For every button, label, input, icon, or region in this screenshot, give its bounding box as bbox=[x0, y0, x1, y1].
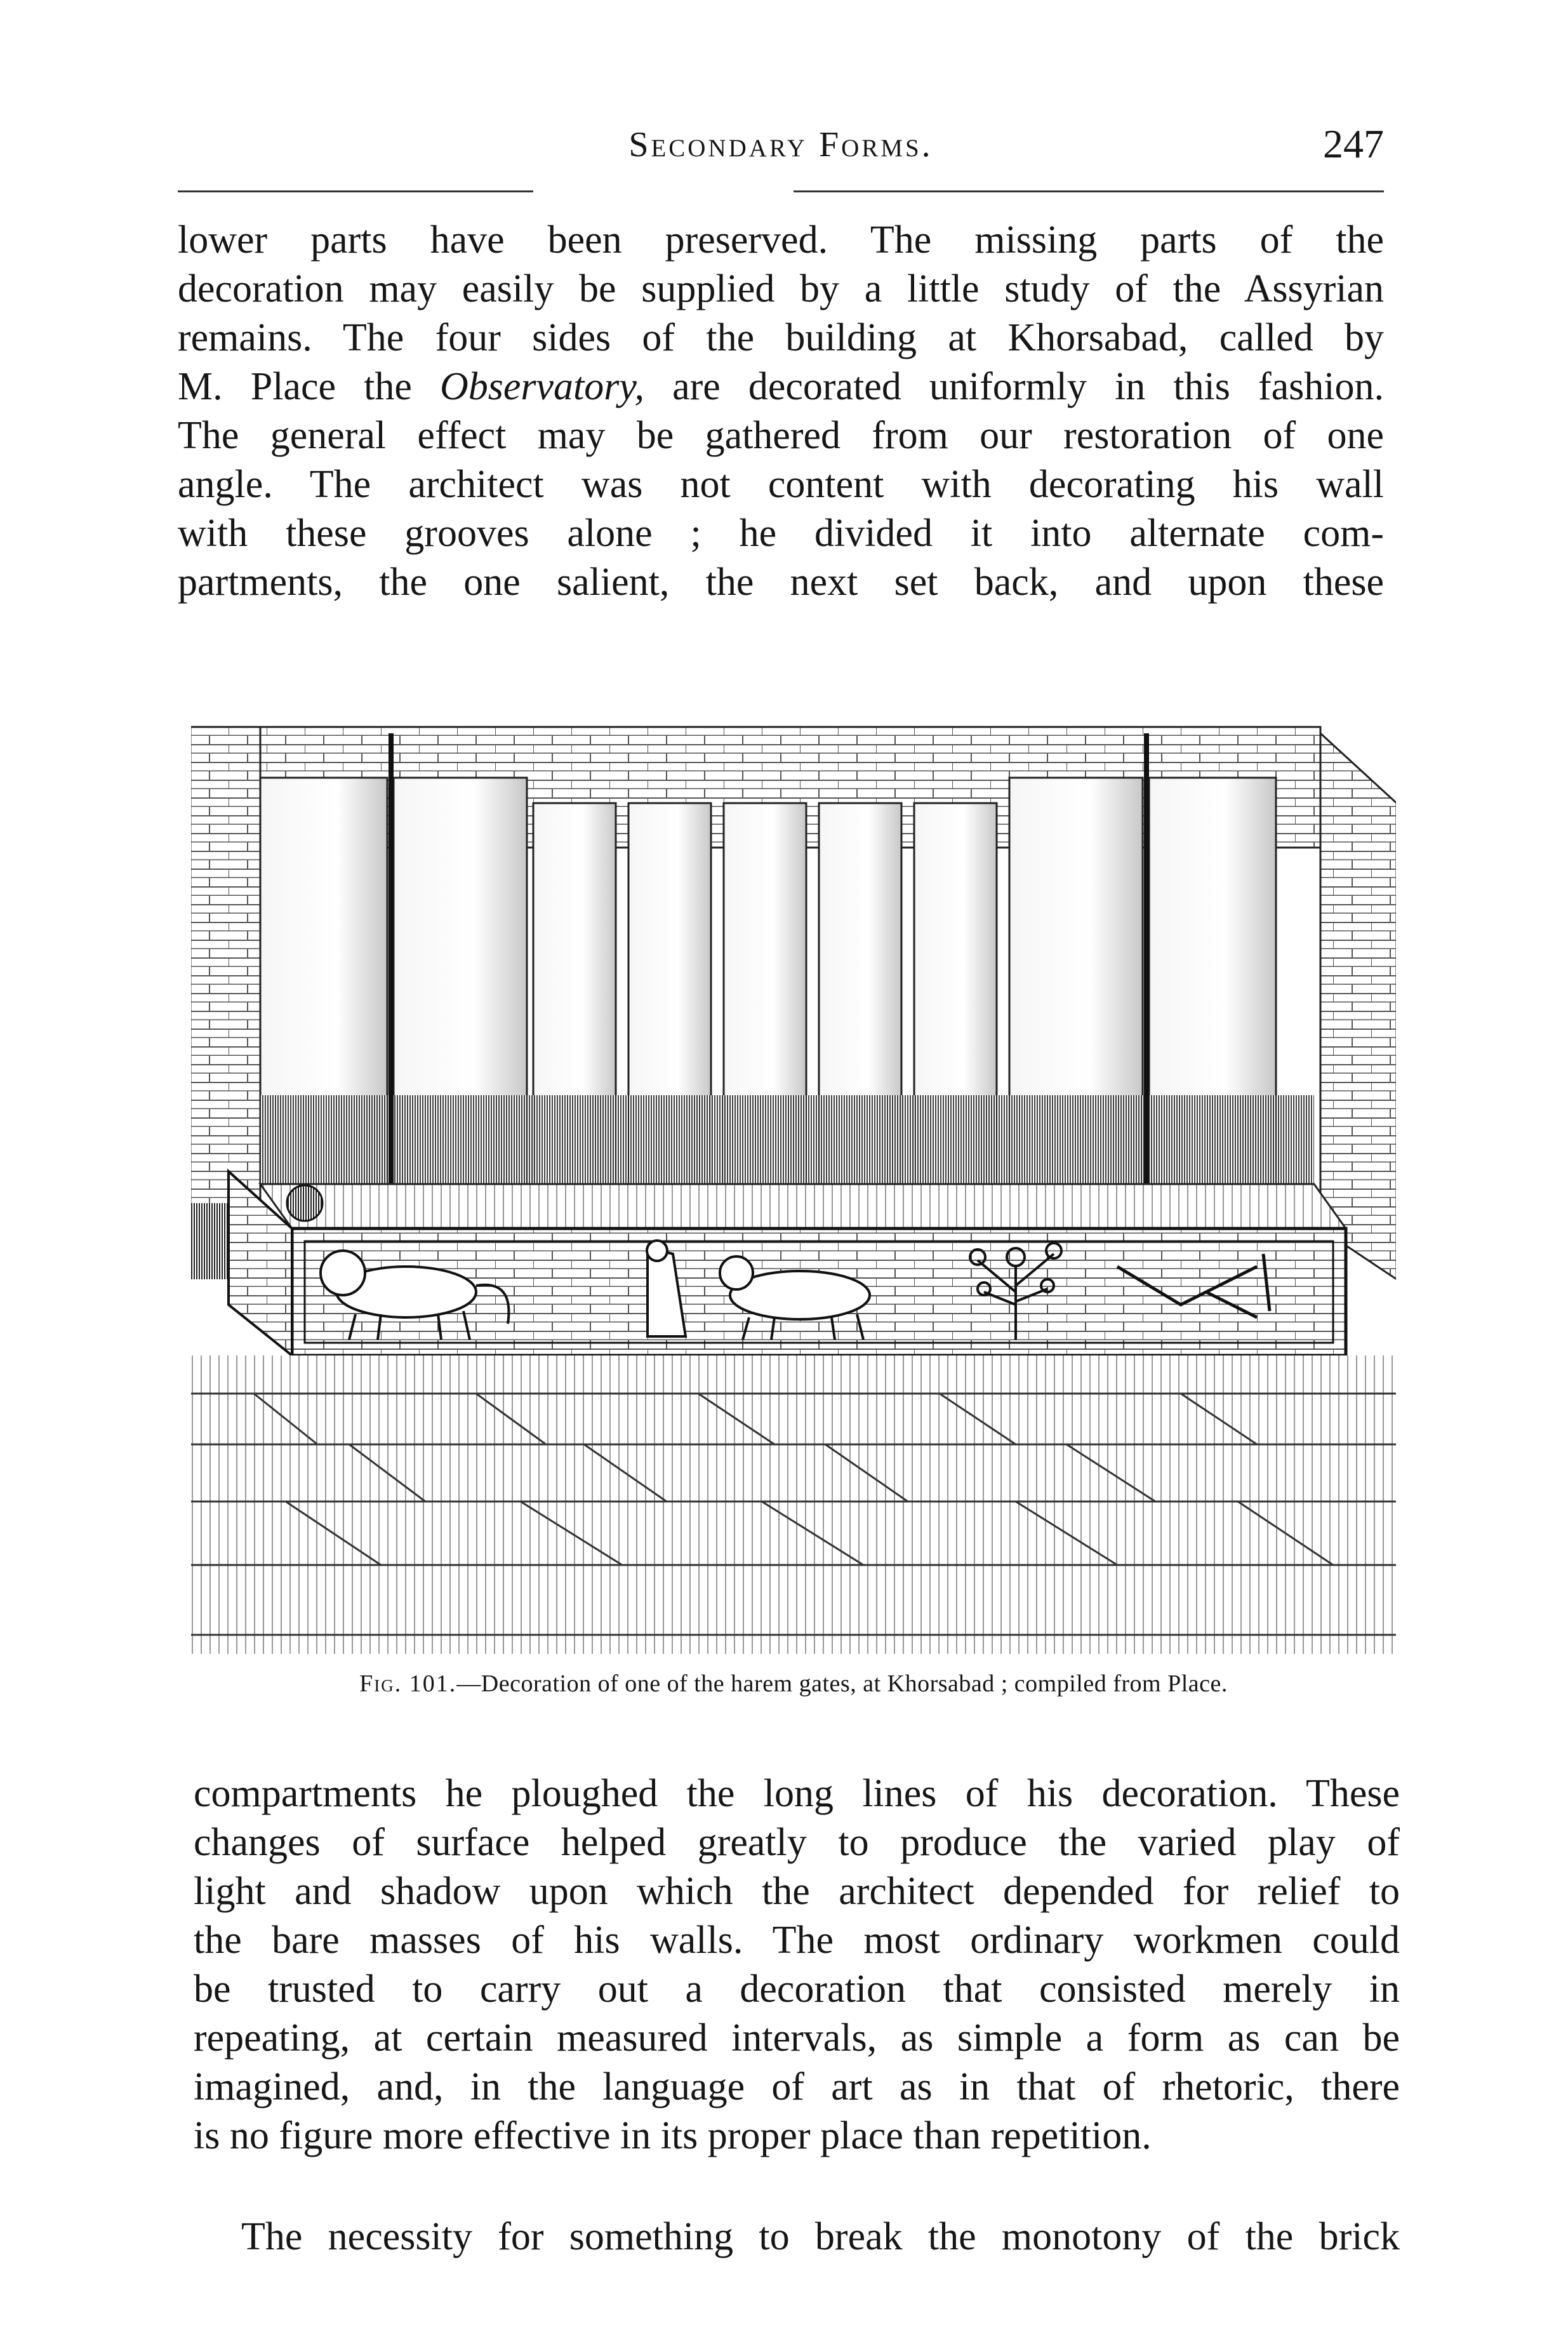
page-header bbox=[178, 121, 1384, 178]
paragraph-bottom bbox=[194, 2213, 1400, 2261]
caption-text: —Decoration of one of the harem gates, at Khorsabad ; compiled from Place. bbox=[456, 1670, 1228, 1697]
text-line: The general effect may be gathered from our restoration of one bbox=[178, 414, 1384, 457]
text-line: light and shadow upon which the architect depended for relief to bbox=[194, 1870, 1400, 1913]
paragraph-top bbox=[178, 216, 1384, 607]
text-line: lower parts have been preserved. The missing parts of the bbox=[178, 218, 1384, 262]
text-line: angle. The architect was not content with decorating his wall bbox=[178, 463, 1384, 506]
text-line: is no figure more effective in its proper place than repetition. bbox=[194, 2114, 1152, 2157]
header-rule-left bbox=[178, 190, 533, 192]
text-line: partments, the one salient, the next set back, and upon these bbox=[178, 561, 1384, 604]
text-line: be trusted to carry out a decoration that consisted merely in bbox=[194, 1968, 1400, 2011]
text-line: the bare masses of his walls. The most ordinary workmen could bbox=[194, 1919, 1400, 1962]
text-line: with these grooves alone ; he divided it into alternate com- bbox=[178, 512, 1384, 555]
paragraph-middle bbox=[194, 1769, 1400, 2161]
text-line: imagined, and, in the language of art as in that of rhetoric, there bbox=[194, 2065, 1400, 2108]
text-fragment: M. Place the bbox=[178, 365, 412, 408]
figure-caption bbox=[190, 1670, 1397, 1698]
text-line: remains. The four sides of the building at Khorsabad, called by bbox=[178, 316, 1384, 359]
harem-gate-illustration bbox=[190, 683, 1397, 1660]
text-line: compartments he ploughed the long lines of his decoration. These bbox=[194, 1772, 1400, 1815]
running-title: Secondary Forms. bbox=[628, 125, 933, 164]
italic-term: Observatory, bbox=[439, 365, 644, 408]
text-line: decoration may easily be supplied by a little study of the Assyrian bbox=[178, 267, 1384, 310]
text-fragment: are decorated uniformly in this fashion. bbox=[672, 365, 1385, 408]
text-line: changes of surface helped greatly to produce the varied play of bbox=[194, 1821, 1400, 1864]
figure-engraving bbox=[190, 683, 1397, 1660]
text-line: repeating, at certain measured intervals, as simple a form as can be bbox=[194, 2016, 1400, 2060]
text-line bbox=[178, 363, 1384, 411]
text-line: The necessity for something to break the monotony of the brick bbox=[241, 2215, 1400, 2258]
page-number: 247 bbox=[1323, 121, 1384, 166]
figure-label: Fig. 101. bbox=[359, 1670, 457, 1697]
header-rule-right bbox=[794, 190, 1384, 192]
